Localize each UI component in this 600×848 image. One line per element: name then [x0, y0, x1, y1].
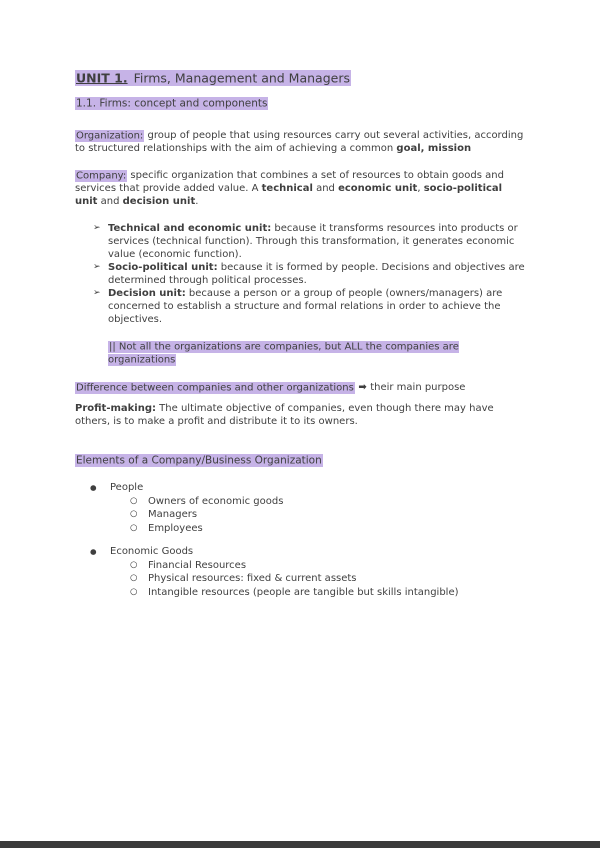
title-rest-label: Firms, Management and Managers [129, 70, 350, 85]
term-profit-making: Profit-making: [75, 403, 156, 414]
list-item-text [108, 287, 528, 326]
list-item-label: Economic Goods [110, 546, 194, 557]
list-item [93, 287, 528, 326]
list-item-label: Employees [148, 522, 203, 534]
list-item-label: Intangible resources (people are tangible but skills intangible) [148, 586, 459, 598]
elements-heading-label: Elements of a Company/Business Organization [76, 454, 322, 466]
bullet-lead: Socio-political unit: [108, 262, 218, 273]
section-heading [75, 97, 528, 110]
bullet-rest: because it transforms resources into products or services (technical function). Through this transformation, it generates economic value (economic function). [108, 223, 518, 260]
list-item [93, 222, 528, 261]
company-body: specific organization that combines a set of resources to obtain goods and services that provide added value. A [75, 170, 504, 194]
term-company: Company: [76, 170, 127, 181]
list-item [130, 572, 528, 586]
elements-heading [75, 454, 528, 467]
company-bold-decision-unit: decision unit [122, 196, 196, 207]
profit-body: The ultimate objective of companies, even though there may have others, is to make a profit and distribute it to its owners. [75, 403, 494, 427]
list-item [130, 522, 528, 536]
list-item-text [108, 261, 528, 287]
paragraph-organization [75, 129, 528, 155]
list-group-people [75, 481, 528, 535]
list-item [93, 261, 528, 287]
list-item [90, 481, 528, 495]
arrow-bullet-icon: ➢ [93, 223, 101, 233]
list-group-economic-goods [75, 545, 528, 599]
right-arrow-icon: ➡ [354, 382, 371, 393]
doc-title [75, 70, 528, 85]
company-bold-technical: technical [261, 183, 313, 194]
circle-bullet-icon: ○ [130, 573, 138, 583]
company-bold-economic-unit: economic unit [338, 183, 418, 194]
circle-bullet-icon: ○ [130, 586, 138, 597]
page-footer-bar [0, 841, 600, 848]
list-item [130, 586, 528, 600]
paragraph-company [75, 169, 528, 208]
unit-bullet-list [75, 222, 528, 326]
title-unit-label: UNIT 1. [76, 70, 128, 85]
note-text: || Not all the organizations are companies, but ALL the companies are organizations [108, 341, 459, 365]
paragraph-profit [75, 402, 528, 428]
arrow-bullet-icon: ➢ [93, 262, 101, 272]
list-item [130, 559, 528, 573]
bullet-icon: ● [90, 483, 97, 492]
list-item-label: People [110, 482, 144, 493]
company-text: . [195, 196, 199, 207]
circle-bullet-icon: ○ [130, 559, 138, 570]
list-item-label: Financial Resources [148, 559, 247, 571]
difference-rest: their main purpose [370, 382, 466, 393]
difference-highlight: Difference between companies and other organizations [76, 382, 354, 393]
section-heading-label: 1.1. Firms: concept and components [76, 97, 268, 109]
list-item [130, 495, 528, 509]
bullet-rest: because it is formed by people. Decisions and objectives are determined through political processes. [108, 262, 525, 286]
list-item-label: Physical resources: fixed & current assets [148, 573, 357, 584]
list-item [90, 545, 528, 559]
paragraph-difference [75, 381, 528, 394]
company-text: and [312, 183, 339, 194]
organization-body: group of people that using resources carry out several activities, according to structured relationships with the aim of achieving a common [75, 130, 524, 154]
bullet-rest: because a person or a group of people (owners/managers) are concerned to establish a structure and formal relations in order to achieve the objectives. [108, 288, 503, 325]
circle-bullet-icon: ○ [130, 509, 138, 519]
list-item [130, 508, 528, 522]
bullet-icon: ● [90, 547, 97, 556]
note-callout [108, 340, 470, 366]
list-item-label: Owners of economic goods [148, 495, 284, 507]
bullet-lead: Decision unit: [108, 288, 186, 299]
company-bold-socio-political-unit: socio-political unit [75, 183, 503, 207]
arrow-bullet-icon: ➢ [93, 288, 101, 298]
organization-bold-goal: goal, mission [396, 143, 472, 154]
term-organization: Organization: [76, 130, 144, 141]
bullet-lead: Technical and economic unit: [108, 223, 272, 234]
circle-bullet-icon: ○ [130, 495, 138, 506]
list-item-text [108, 222, 528, 261]
company-text: , [417, 183, 424, 194]
company-text: and [97, 196, 123, 207]
circle-bullet-icon: ○ [130, 522, 138, 533]
list-item-label: Managers [148, 509, 198, 520]
